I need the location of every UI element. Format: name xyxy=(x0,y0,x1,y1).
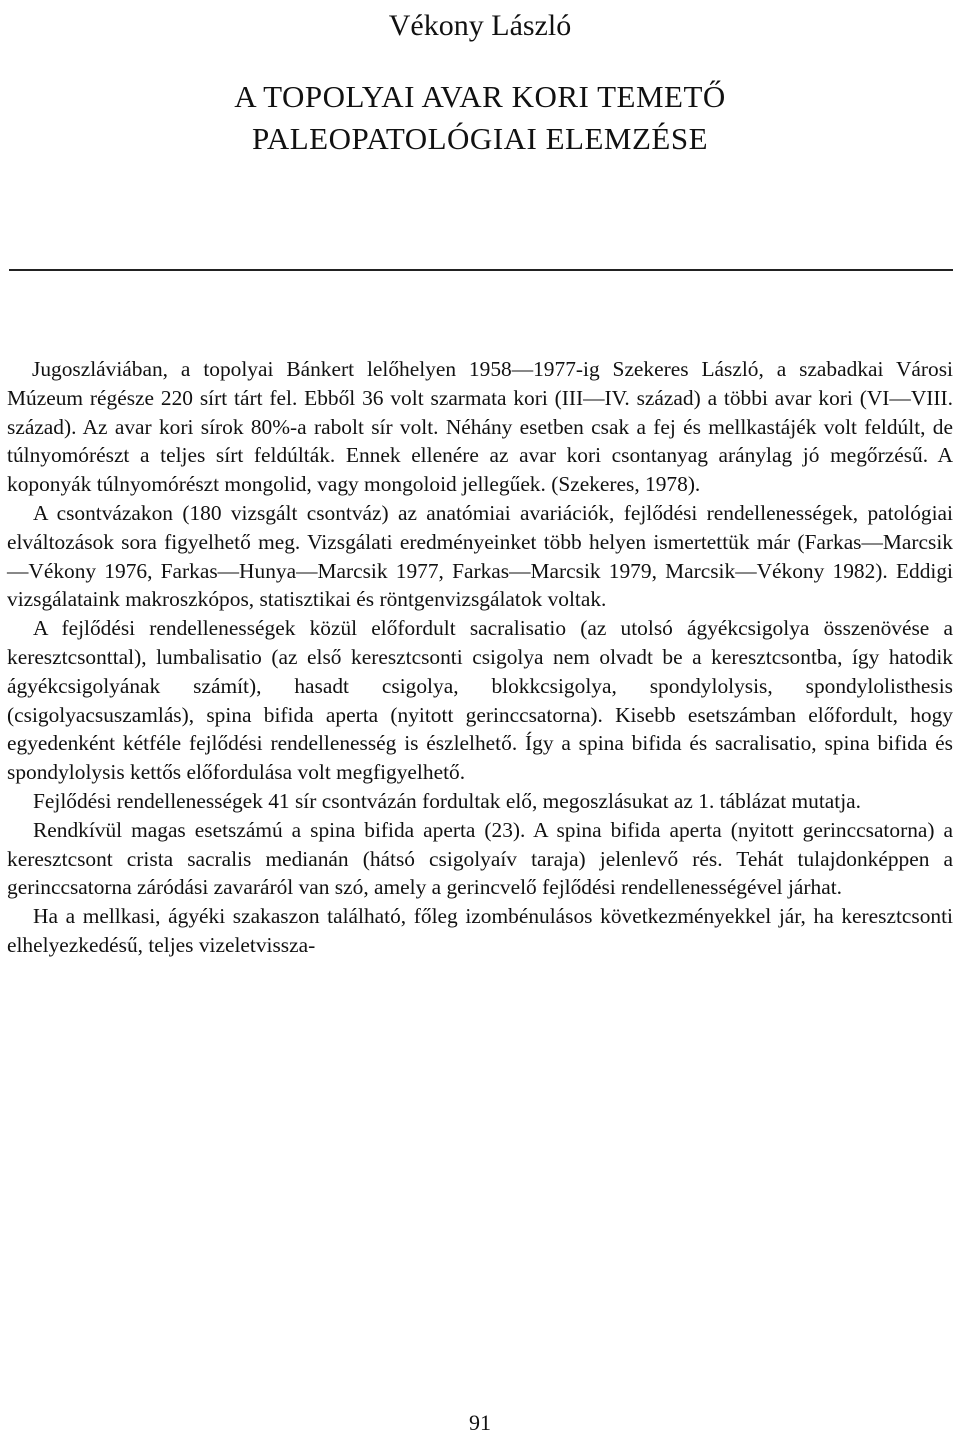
paragraph-examinations: A csontvázakon (180 vizsgált csontváz) az anatómiai avariációk, fejlődési rendellenességek, patológiai elváltozások sora figyelhető meg. Vizsgálati eredményeinket több helyen ismertettük már (Farkas—Marcsik—Vékony 1976, Farkas—Hunya—Marcsik 1977, Farkas—Marcsik 1979, Marcsik—Vékony 1982). Eddigi vizsgálataink makroszkópos, statisztikai és röntgenvizsgálatok voltak. xyxy=(7,500,953,612)
paragraph-table-reference: Fejlődési rendellenességek 41 sír csontvázán fordultak elő, megoszlásukat az 1. táblázat mutatja. xyxy=(33,788,862,813)
paragraph-spina-bifida: Rendkívül magas esetszámú a spina bifida aperta (23). A spina bifida aperta (nyitott gerinccsatorna) a keresztcsont crista sacralis medianán (hátsó csigolyaív taraja) jelenlevő rés. Tehát tulajdonképpen a gerinccsatorna záródási zavaráról van szó, amely a gerincvelő fejlődési rendellenességével járhat. xyxy=(7,817,953,900)
paragraph-consequences: Ha a mellkasi, ágyéki szakaszon található, főleg izombénulásos következményekkel jár, ha keresztcsonti elhelyezkedésű, teljes vizeletvissza- xyxy=(7,904,953,957)
title-separator-rule xyxy=(9,269,953,271)
article-body xyxy=(7,355,953,960)
article-title xyxy=(0,76,960,160)
author-name: Vékony László xyxy=(388,9,572,42)
article-title-line-1: A TOPOLYAI AVAR KORI TEMETŐ xyxy=(234,79,726,114)
paragraph-intro: Jugoszláviában, a topolyai Bánkert lelőhelyen 1958—1977-ig Szekeres László, a szabadkai Városi Múzeum régésze 220 sírt tárt fel. Ebből 36 volt szarmata kori (III—IV. század) a többi avar kori (VI—VIII. század). Az avar kori sírok 80%-a rabolt sír volt. Néhány esetben csak a fej és mellkastájék volt feldúlt, de túlnyomórészt a teljes sírt feldúlták. Ennek ellenére az avar kori csontanyag aránylag jó megőrzésű. A koponyák túlnyomórészt mongolid, vagy mongoloid jellegűek. (Szekeres, 1978). xyxy=(7,357,953,497)
page-number: 91 xyxy=(469,1410,491,1435)
paragraph-developmental-anomalies: A fejlődési rendellenességek közül előfordult sacralisatio (az utolsó ágyékcsigolya összenövése a keresztcsonttal), lumbalisatio (az első keresztcsonti csigolya nem olvadt be a keresztcsontba, így hatodik ágyékcsigolyának számít), hasadt csigolya, blokkcsigolya, spondylolysis, spondylolisthesis (csigolyacsuszamlás), spina bifida aperta (nyitott gerinccsatorna). Kisebb esetszámban előfordult, hogy egyedenként kétféle fejlődési rendellenesség is észlelhető. Így a spina bifida és sacralisatio, spina bifida és spondylolysis kettős előfordulása volt megfigyelhető. xyxy=(7,616,953,785)
article-title-line-2: PALEOPATOLÓGIAI ELEMZÉSE xyxy=(251,121,709,156)
